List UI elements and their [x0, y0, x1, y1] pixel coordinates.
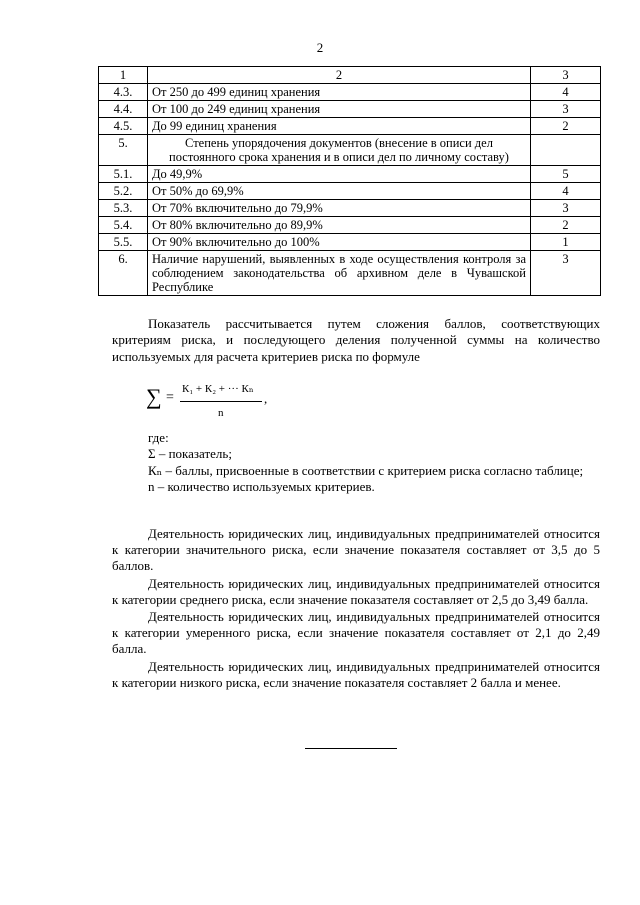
end-divider	[305, 748, 397, 749]
row-criterion: От 70% включительно до 79,9%	[148, 200, 531, 217]
risk-paragraph-moderate: Деятельность юридических лиц, индивидуальных предпринимателей относится к категории умеренного риска, если значение показателя составляет от 2,1 до 2,49 балла.	[112, 609, 600, 657]
legend-label: где:	[148, 430, 169, 445]
table-row	[99, 118, 601, 135]
table-row	[99, 84, 601, 101]
row-criterion: От 50% до 69,9%	[148, 183, 531, 200]
row-score: 4	[531, 84, 601, 101]
row-score: 2	[531, 118, 601, 135]
risk-paragraph-significant: Деятельность юридических лиц, индивидуальных предпринимателей относится к категории значительного риска, если значение показателя составляет от 3,5 до 5 баллов.	[112, 526, 600, 574]
row-number: 6.	[99, 251, 148, 296]
row-number: 5.2.	[99, 183, 148, 200]
header-cell-criterion: 2	[148, 67, 531, 84]
table-row	[99, 183, 601, 200]
formula	[146, 382, 346, 432]
row-number: 5.5.	[99, 234, 148, 251]
row-score: 2	[531, 217, 601, 234]
legend-item: Σ – показатель;	[148, 446, 232, 462]
equals-sign: =	[166, 390, 174, 405]
row-score: 4	[531, 183, 601, 200]
row-number: 4.4.	[99, 101, 148, 118]
row-criterion: Наличие нарушений, выявленных в ходе осуществления контроля за соблюдением законодательства об архивном деле в Чувашской Республике	[148, 251, 531, 296]
row-number: 5.	[99, 135, 148, 166]
row-criterion: До 99 единиц хранения	[148, 118, 531, 135]
row-criterion: Степень упорядочения документов (внесение в описи дел постоянного срока хранения и в описи дел по личному составу)	[148, 135, 531, 166]
sum-symbol: ∑	[146, 384, 162, 409]
row-score: 1	[531, 234, 601, 251]
table-header-row	[99, 67, 601, 84]
row-score: 5	[531, 166, 601, 183]
formula-denominator: n	[218, 407, 224, 419]
table-row	[99, 251, 601, 296]
legend-block	[148, 430, 600, 495]
row-number: 5.1.	[99, 166, 148, 183]
row-criterion: До 49,9%	[148, 166, 531, 183]
row-number: 4.3.	[99, 84, 148, 101]
row-number: 5.4.	[99, 217, 148, 234]
row-criterion: От 100 до 249 единиц хранения	[148, 101, 531, 118]
risk-paragraph-medium: Деятельность юридических лиц, индивидуальных предпринимателей относится к категории среднего риска, если значение показателя составляет от 2,5 до 3,49 балла.	[112, 575, 600, 607]
intro-paragraph-block	[112, 316, 600, 365]
header-cell-number: 1	[99, 67, 148, 84]
table-row	[99, 234, 601, 251]
row-criterion: От 250 до 499 единиц хранения	[148, 84, 531, 101]
criteria-table	[98, 66, 601, 296]
table-row	[99, 166, 601, 183]
legend-item: Кₙ – баллы, присвоенные в соответствии с критерием риска согласно таблице;	[148, 462, 584, 478]
formula-comma: ,	[264, 391, 268, 406]
risk-categories-block	[112, 526, 600, 692]
header-cell-score: 3	[531, 67, 601, 84]
row-score: 3	[531, 101, 601, 118]
row-criterion: От 80% включительно до 89,9%	[148, 217, 531, 234]
table-row	[99, 135, 601, 166]
row-number: 5.3.	[99, 200, 148, 217]
page-number: 2	[316, 40, 324, 55]
intro-paragraph: Показатель рассчитывается путем сложения баллов, соответствующих критериям риска, и последующего деления полученной суммы на количество используемых для расчета критериев риска по формуле	[112, 316, 600, 364]
fraction-bar	[180, 401, 262, 402]
legend-item: n – количество используемых критериев.	[148, 478, 375, 494]
row-criterion: От 90% включительно до 100%	[148, 234, 531, 251]
row-score: 3	[531, 251, 601, 296]
row-score	[531, 135, 601, 166]
table-row	[99, 200, 601, 217]
risk-paragraph-low: Деятельность юридических лиц, индивидуальных предпринимателей относится к категории низкого риска, если значение показателя составляет 2 балла и менее.	[112, 658, 600, 690]
row-score: 3	[531, 200, 601, 217]
table-row	[99, 101, 601, 118]
table-row	[99, 217, 601, 234]
formula-numerator: К₁ + К₂ + ··· Кₙ	[182, 383, 254, 395]
row-number: 4.5.	[99, 118, 148, 135]
